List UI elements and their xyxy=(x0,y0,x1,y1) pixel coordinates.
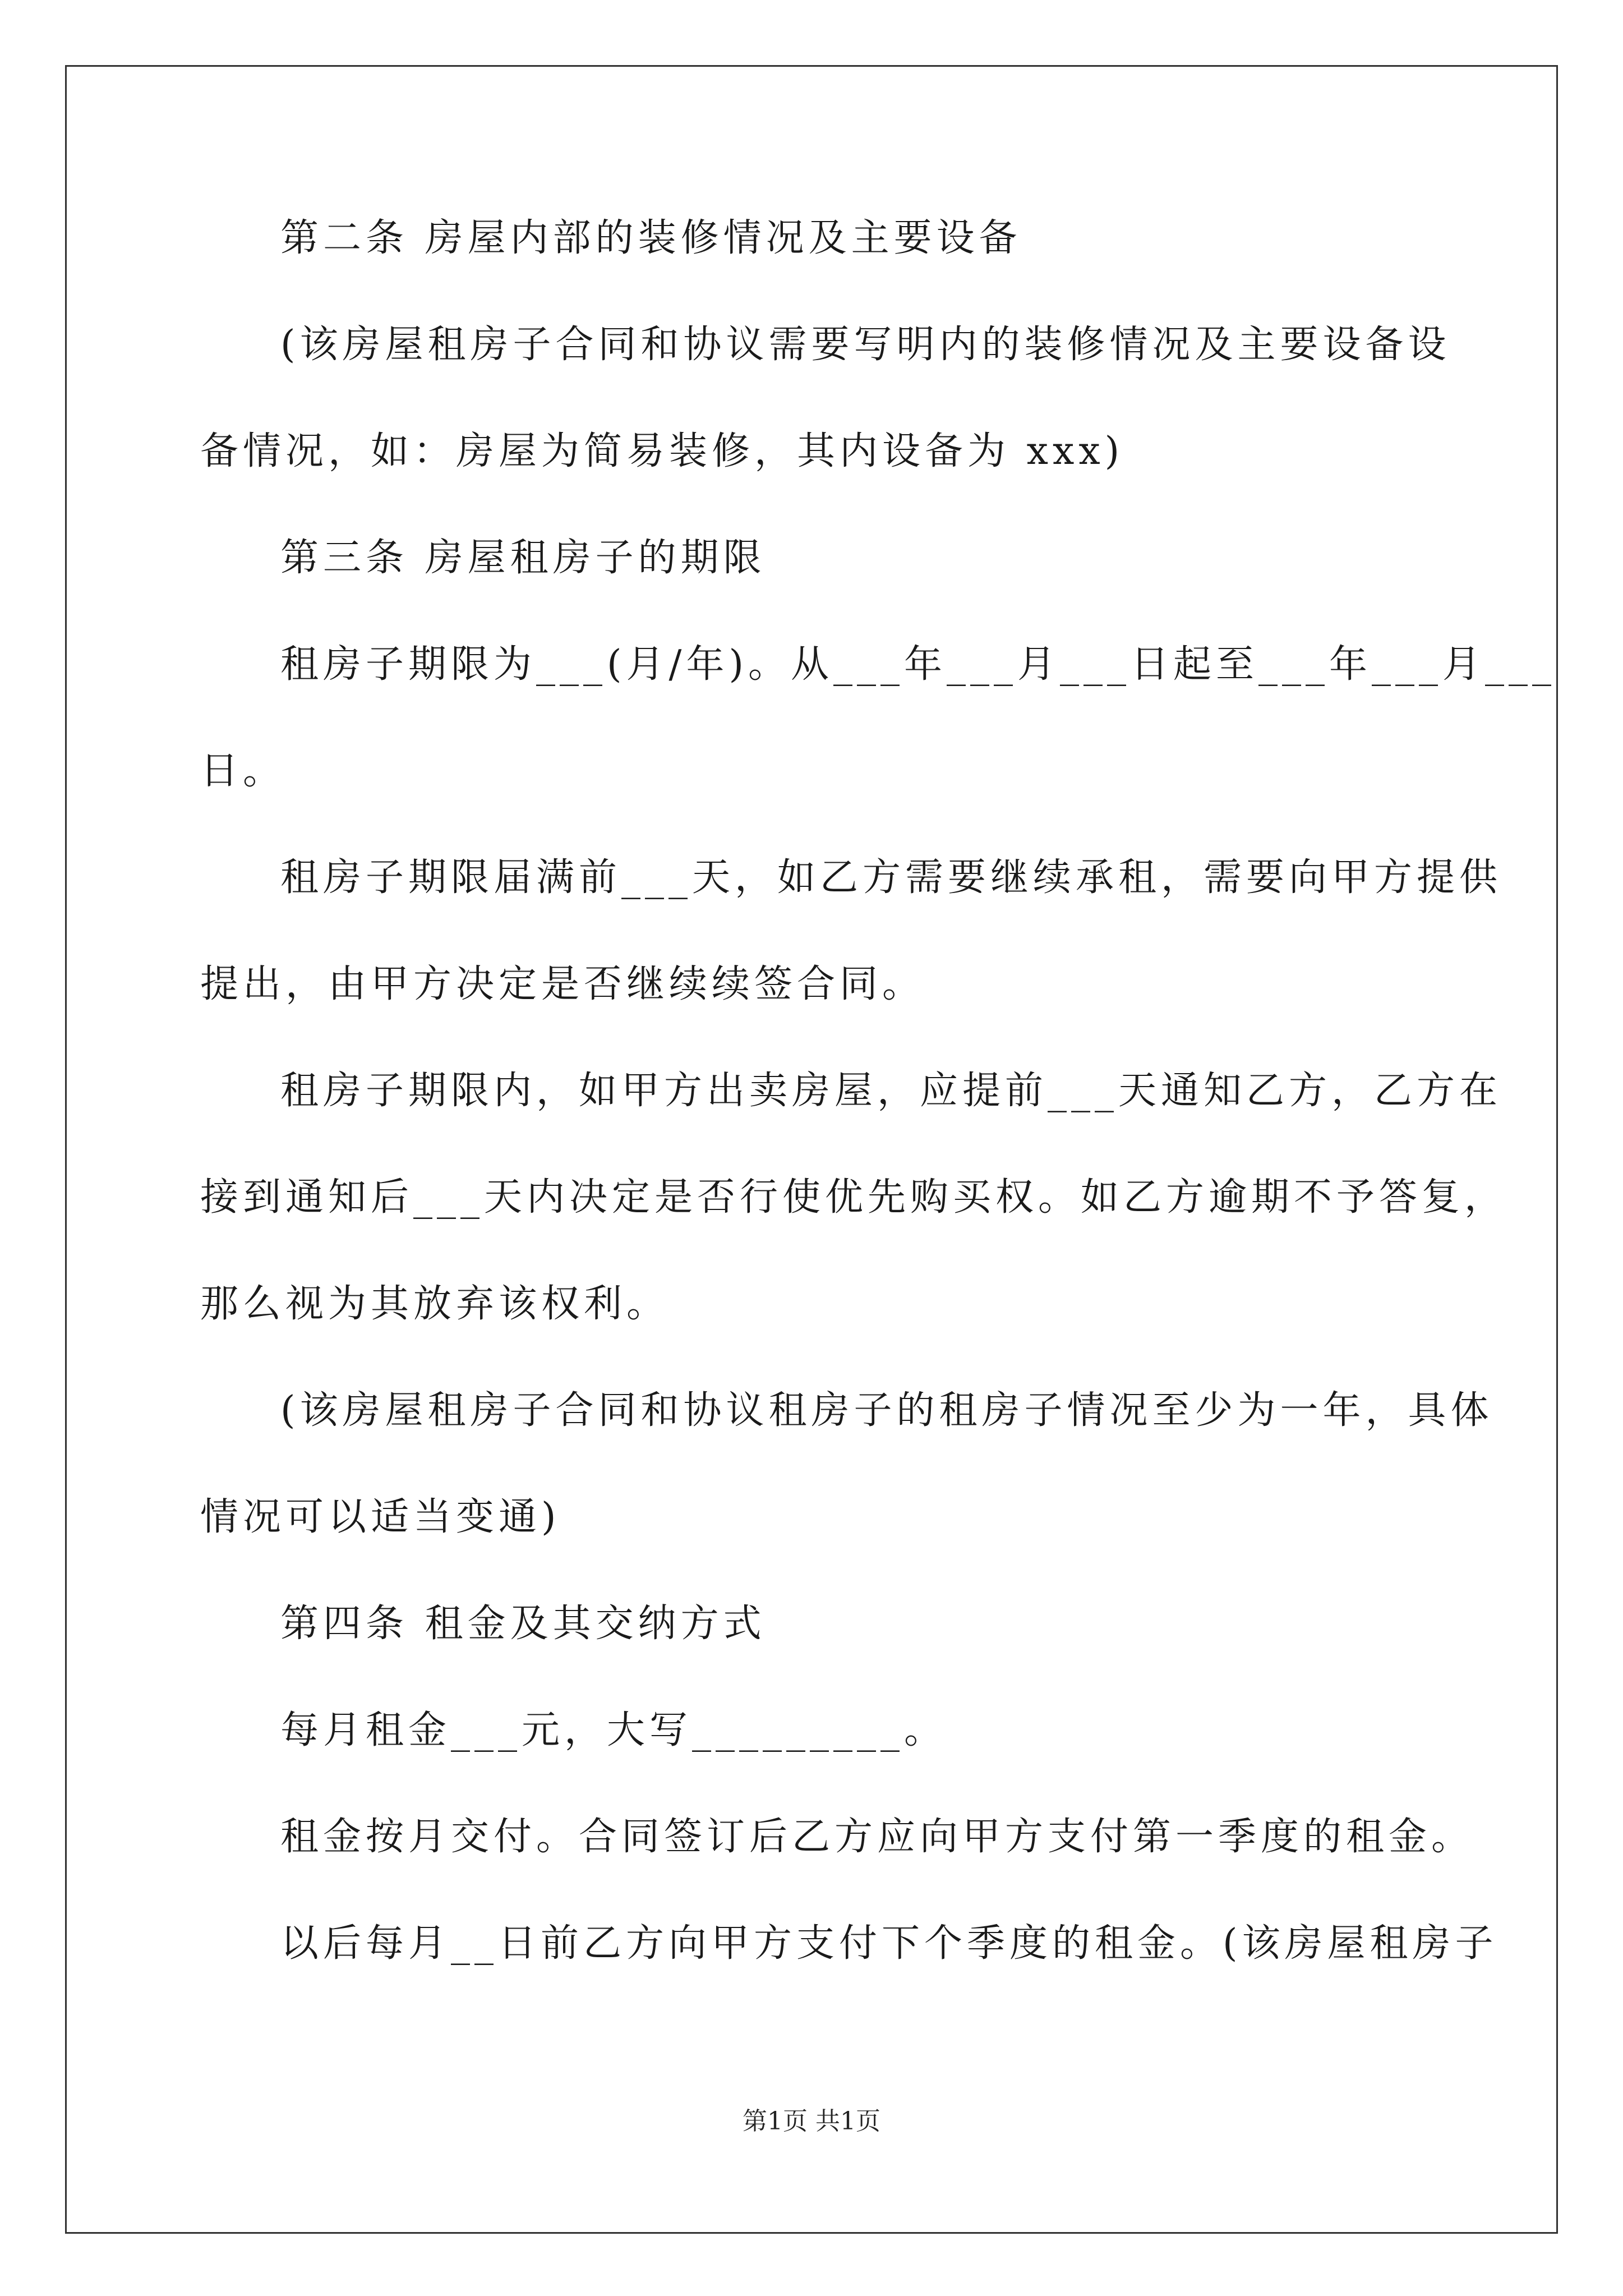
paragraph-line: 租房子期限为___(月/年)。从___年___月___日起至___年___月___ xyxy=(280,642,1556,687)
paragraph-line: 提出，由甲方决定是否继续续签合同。 xyxy=(200,962,925,1006)
paragraph-line: 那么视为其放弃该权利。 xyxy=(200,1282,670,1326)
article-4-heading: 第四条 租金及其交纳方式 xyxy=(280,1602,766,1646)
paragraph-line: 备情况，如：房屋为简易装修，其内设备为 xxx) xyxy=(200,429,1124,473)
paragraph-line: 租金按月交付。合同签订后乙方应向甲方支付第一季度的租金。 xyxy=(280,1815,1474,1859)
paragraph-line: (该房屋租房子合同和协议租房子的租房子情况至少为一年，具体 xyxy=(280,1388,1493,1433)
paragraph-line: 每月租金___元，大写_________。 xyxy=(280,1708,947,1752)
paragraph-line: 租房子期限届满前___天，如乙方需要继续承租，需要向甲方提供 xyxy=(280,855,1502,900)
paragraph-line: 租房子期限内，如甲方出卖房屋，应提前___天通知乙方，乙方在 xyxy=(280,1069,1502,1113)
article-2-heading: 第二条 房屋内部的装修情况及主要设备 xyxy=(280,216,1022,260)
page-border xyxy=(65,65,1558,2234)
paragraph-line: 以后每月__日前乙方向甲方支付下个季度的租金。(该房屋租房子 xyxy=(280,1921,1498,1966)
article-3-heading: 第三条 房屋租房子的期限 xyxy=(280,536,766,580)
paragraph-line: 情况可以适当变通) xyxy=(200,1495,561,1539)
page-number: 第1页 共1页 xyxy=(743,2107,880,2136)
paragraph-line: 日。 xyxy=(200,749,286,793)
paragraph-line: 接到通知后___天内决定是否行使优先购买权。如乙方逾期不予答复， xyxy=(200,1175,1507,1220)
paragraph-line: (该房屋租房子合同和协议需要写明内的装修情况及主要设备设 xyxy=(280,323,1451,367)
